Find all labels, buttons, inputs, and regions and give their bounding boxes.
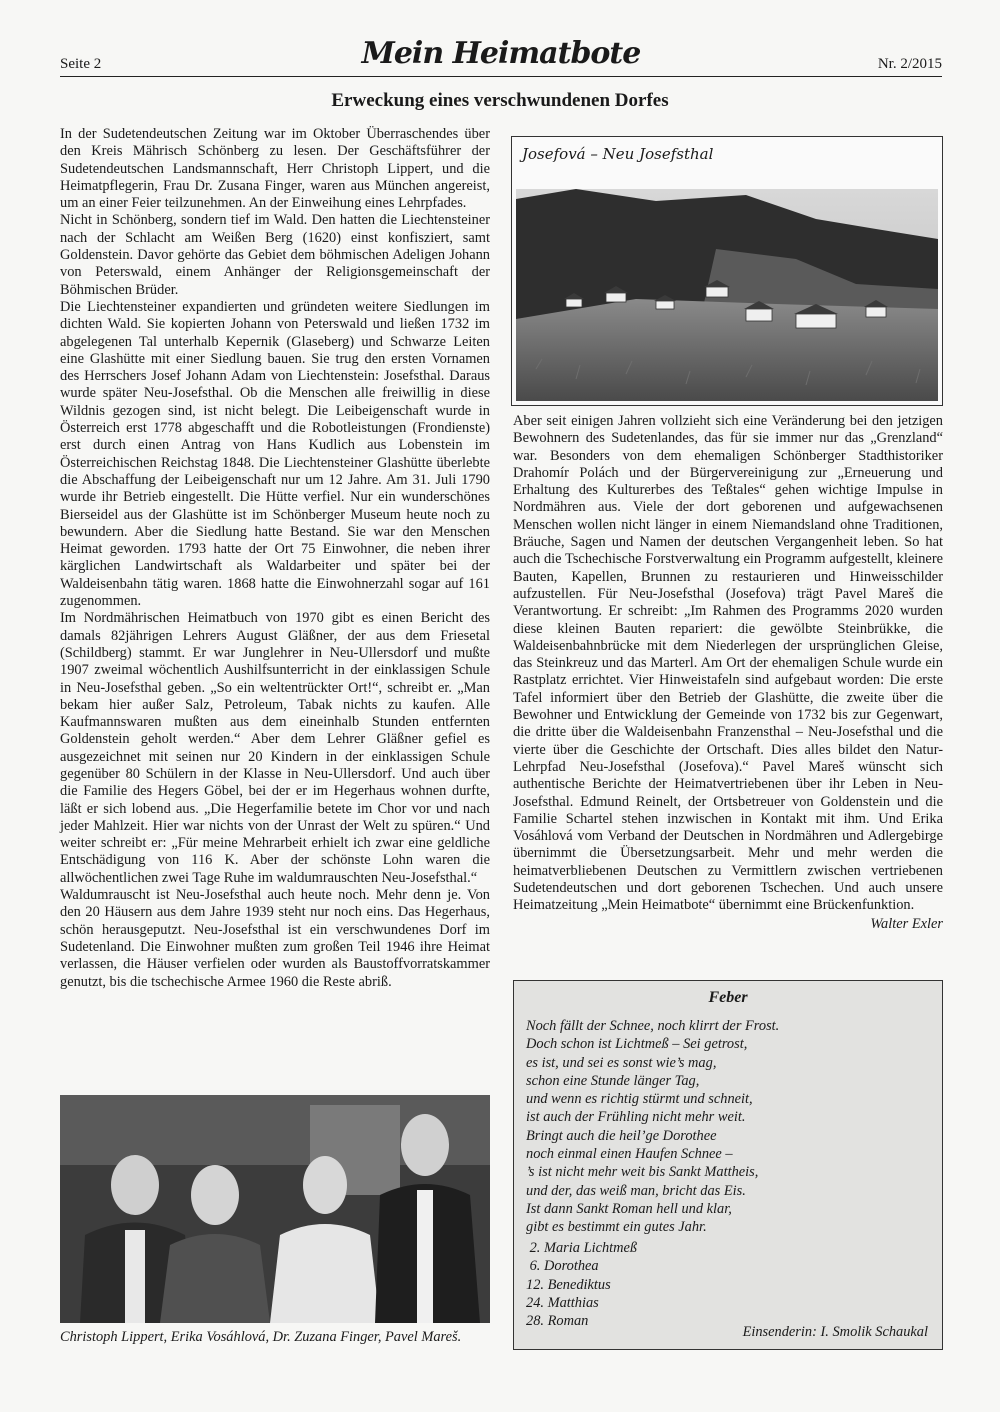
group-photo-caption: Christoph Lippert, Erika Vosáhlová, Dr. Zuzana Finger, Pavel Mareš.: [60, 1329, 462, 1345]
poem-note: 28. Roman: [526, 1313, 589, 1330]
poem-verses: [526, 1017, 936, 1237]
poem-line: und der, das weiß man, bricht das Eis.: [526, 1182, 746, 1199]
article-paragraph: Waldumrauscht ist Neu-Josefsthal auch heute noch. Mehr denn je. Von den 20 Häusern aus dem Jahre 1939 steht nur noch eins. Das Hegerhaus, schön herausgeputzt. Neu-Josefsthal ist ein verschwundenes Dorf im Sudetenland. Die Einwohner mußten zum großen Teil 1946 ihre Heimat verlassen, die Häuser verfielen oder wurden als Baustoffvorratskammer genutzt, bis die tschechische Armee 1960 die Reste abriß.: [60, 887, 490, 990]
poem-line: ’s ist nicht mehr weit bis Sankt Mattheis,: [526, 1164, 759, 1181]
poem-line: Ist dann Sankt Roman hell und klar,: [526, 1200, 732, 1217]
poem-line: noch einmal einen Haufen Schnee –: [526, 1146, 733, 1163]
poem-box: [513, 980, 943, 1350]
article-paragraph: In der Sudetendeutschen Zeitung war im Oktober Überraschendes über den Kreis Mährisch Schönberg zu lesen. Der Geschäftsführer der Sudetendeutschen Landsmannschaft, Herr Christoph Lippert, und die Heimatpflegerin, Frau Dr. Zusana Finger, waren aus München angereist, um an einer Feier teilzunehmen. An der Einweihung eines Lehrpfades.: [60, 126, 490, 212]
newspaper-logo: Mein Heimatbote: [361, 36, 641, 71]
poem-line: Noch fällt der Schnee, noch klirrt der Frost.: [526, 1018, 780, 1034]
header-rule: [60, 76, 942, 77]
poem-note: 24. Matthias: [526, 1294, 599, 1311]
article-paragraph: Die Liechtensteiner expandierten und gründeten weitere Siedlungen im dichten Wald. Sie kopierten Johann von Peterswald und ließen 1732 im abgelegenen Tal unterhalb Kepernik (Glaseberg) und Schwarze Leiten eine Glashütte mit einer Siedlung bauen. Sie trug den ersten Vornamen des Herrschers Josef Johann Adam von Liechtenstein: Josefsthal. Daraus wurde später Neu-Josefsthal. Ob die Menschen alle freiwillig in diese Wildnis gezogen sind, ist nicht belegt. Die Leibeigenschaft wurde in Österreich erst 1778 abgeschafft und die Robotleistungen (Frondienste) erst durch einen Antrag von Hans Kudlich aus Lobenstein im Österreichischen Reichstag 1848. Die Liechtensteiner Glashütte überlebte die Abschaffung der Leibeigenschaft nur um 12 Jahre. Am 31. Juli 1790 wurde ihr Betrieb eingestellt. Die Hütte verfiel. Nur ein wunderschönes Bierseidel aus der Glashütte ist im Schönberger Museum heute noch zu bewundern. Aber die Siedlung hatte Bestand. Sie war den Menschen Heimat geworden. 1793 hatte der Ort 75 Einwohner, die neben ihrer kärglichen Landwirtschaft als Waldarbeiter und später bei der Waldeisenbahn tätig waren. 1868 hatte die Einwohnerzahl sogar auf 161 zugenommen.: [60, 298, 490, 610]
poem-note: 2. Maria Lichtmeß: [526, 1240, 638, 1256]
poem-note: 6. Dorothea: [526, 1258, 599, 1275]
article-column-right: [513, 413, 943, 933]
poem-note: 12. Benediktus: [526, 1276, 611, 1293]
poem-title: Feber: [708, 989, 748, 1006]
landscape-photo: [511, 136, 943, 406]
page-header: [60, 36, 942, 76]
issue-number: Nr. 2/2015: [877, 56, 942, 72]
poem-line: Bringt auch die heil’ge Dorothee: [526, 1127, 717, 1144]
landscape-photo-image: [516, 189, 938, 401]
poem-line: gibt es bestimmt ein gutes Jahr.: [526, 1219, 707, 1236]
article-author: Walter Exler: [870, 915, 943, 932]
poem-line: ist auch der Frühling nicht mehr weit.: [526, 1109, 746, 1126]
article-paragraph: Im Nordmährischen Heimatbuch von 1970 gibt es einen Bericht des damals 82jährigen Lehrers August Gläßner, der aus dem Friesetal (Schildberg) stammt. Er war Junglehrer in Neu-Ullersdorf und mußte 1907 zweimal wöchentlich Aushilfsunterricht in der einklassigen Schule in Neu-Josefsthal geben. „So ein weltentrückter Ort!“, schreibt er. „Man bekam hier außer Salz, Petroleum, Tabak nichts zu kaufen. Alle Kaufmannswaren mußten aus dem eineinhalb Stunden entfernten Goldenstein geholt werden.“ Aber dem Lehrer Gläßner gefiel es ausgezeichnet mit seinen nur 20 Kindern in der einklassigen Schule gegenüber 80 Schülern in der Klasse in Neu-Ullersdorf. Und auch über die Familie des Hegers Göbel, bei der er im Hegerhaus wohnen durfte, läßt er sich lobend aus. „Die Hegerfamilie betete im Chor vor und nach jeder Mahlzeit. Hier war nichts von der Unrast der Welt zu spüren.“ Und weiter schreibt er: „Für meine Mehrarbeit erhielt ich zwar eine geldliche Entschädigung von 116 K. Aber der schönste Lohn waren die allwöchentlichen zwei Tage Ruhe im waldumrauschten Neu-Josefsthal.“: [60, 610, 490, 886]
article-paragraph: Nicht in Schönberg, sondern tief im Wald. Den hatten die Liechtensteiner nach der Schlacht am Weißen Berg (1620) einst konfisziert, samt Goldenstein. Davor gehörte das Gebiet dem böhmischen Adeligen Johann von Peterswald, einem Anhänger der Religionsgemeinschaft der Böhmischen Brüder.: [60, 212, 490, 298]
landscape-photo-handwritten-caption: Josefová – Neu Josefsthal: [522, 145, 714, 163]
article-paragraph: Aber seit einigen Jahren vollzieht sich eine Veränderung bei den jetzigen Bewohnern des Sudetenlandes, das für sie immer nur das „Grenzland“ war. Besonders von dem ehemaligen Schönberger Stadthistoriker Drahomír Polách und der Bürgervereinigung zur „Erneuerung und Erhaltung des Kulturerbes des Teßtales“ gehen wichtige Impulse in Nordmähren aus. Viele der dort geborenen und aufgewachsenen Menschen wollen nicht länger in einem Niemandsland ohne Traditionen, Bräuche, Sagen und Namen der deutschen Vergangenheit leben. So hat auch die Tschechische Forstverwaltung ein Programm aufgestellt, kleinere Bauten, Kapellen, Brunnen zu restaurieren und Hinweisschilder aufzustellen. Für Neu-Josefsthal (Josefova) trägt Pavel Mareš die Verantwortung. Er schreibt: „Im Rahmen des Programms 2020 wurden diese kleinen Bauten repariert: die gewölbte Steinbrükke, die Waldeisenbahnbrücke mit dem Niederlegen der ursprünglichen Gleise, das Steinkreuz und das Marterl. Am Ort der ehemaligen Schule wurde ein Rastplatz errichtet. Vier Hinweistafeln sind aufgebaut worden: Die erste Tafel informiert über den Betrieb der Glashütte, die zweite über die Bewohner und Entwicklung der Gemeinde von 1732 bis zur Gegenwart, die dritte über die Waldeisenbahn Franzensthal – Neu-Josefsthal und die vierte über die Geschichte der Ortschaft. Dies alles bildet den Natur-Lehrpfad Neu-Josefsthal (Josefova).“ Pavel Mareš wünscht sich authentische Berichte der Heimatvertriebenen über ihr Leben in Neu-Josefsthal. Edmund Reinelt, der Ortsbetreuer von Goldenstein und die Familie Schartel stehen inzwischen in Kontakt mit ihm. Und Erika Vosáhlová vom Verband der Deutschen in Nordmähren und Adlergebirge übernimmt die Übersetzungsarbeit. Mehr und mehr werden die heimatverbliebenen Deutschen zu Vermittlern zwischen vertriebenen Sudetendeutschen und dort geborenen Tschechen. Und auch unsere Heimatzeitung „Mein Heimatbote“ übernimmt eine Brückenfunktion.: [513, 413, 943, 914]
poem-line: es ist, und sei es sonst wie’s mag,: [526, 1054, 717, 1071]
article-column-left: [60, 126, 490, 991]
poem-saint-days: [526, 1239, 936, 1330]
page-number: Seite 2: [60, 56, 102, 72]
poem-line: und wenn es richtig stürmt und schneit,: [526, 1091, 753, 1108]
poem-sender: Einsenderin: I. Smolik Schaukal: [742, 1324, 928, 1340]
article-title: Erweckung eines verschwundenen Dorfes: [331, 90, 669, 111]
poem-line: schon eine Stunde länger Tag,: [526, 1072, 700, 1089]
poem-line: Doch schon ist Lichtmeß – Sei getrost,: [526, 1036, 748, 1053]
group-photo: [60, 1095, 490, 1323]
